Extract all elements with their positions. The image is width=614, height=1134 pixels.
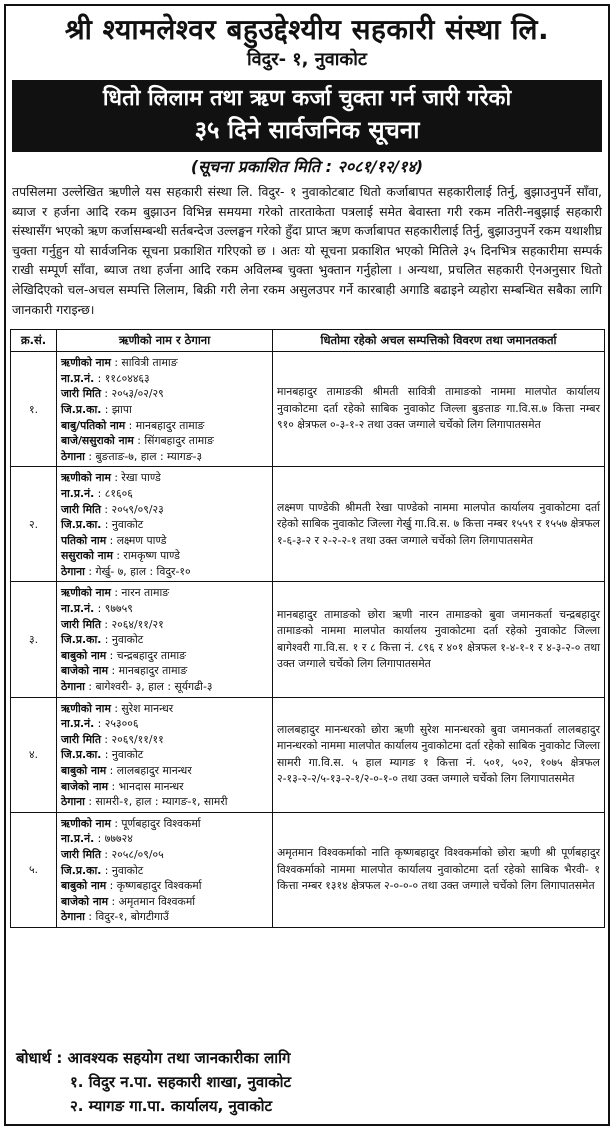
detail-separator: : bbox=[94, 602, 105, 616]
table-row bbox=[11, 582, 605, 697]
detail-separator: : bbox=[100, 732, 112, 746]
detail-label: ऋणीको नाम bbox=[61, 356, 111, 370]
table-header-row bbox=[11, 330, 605, 352]
detail-separator: : bbox=[100, 617, 112, 631]
borrower-detail-line bbox=[61, 371, 268, 387]
detail-value: मानबहादुर तामाङ bbox=[118, 664, 188, 678]
detail-value: ७७७२४ bbox=[104, 832, 133, 846]
detail-separator: : bbox=[94, 717, 105, 731]
borrower-detail-line bbox=[61, 747, 268, 763]
detail-value: २०६४/११/२१ bbox=[111, 617, 164, 631]
borrower-detail-line bbox=[61, 533, 268, 549]
borrower-detail-line bbox=[61, 585, 268, 601]
notice-title-line1: धितो लिलाम तथा ऋण कर्जा चुक्ता गर्न जारी गरेको bbox=[102, 86, 512, 111]
detail-label: जारी मिति bbox=[61, 732, 101, 746]
detail-label: जारी मिति bbox=[61, 847, 101, 861]
detail-value: ८१६०६ bbox=[104, 486, 133, 500]
detail-label: जारी मिति bbox=[61, 617, 101, 631]
footer-cc bbox=[16, 1046, 291, 1118]
detail-separator: : bbox=[106, 764, 117, 777]
borrower-details bbox=[57, 697, 273, 812]
detail-label: ऋणीको नाम bbox=[61, 471, 111, 485]
detail-separator: : bbox=[110, 816, 122, 830]
borrower-detail-line bbox=[61, 470, 268, 486]
notice-body: तपसिलमा उल्लेखित ऋणीले यस सहकारी संस्था लि. विदुर- १ नुवाकोटबाट धितो कर्जाबापत सहकारीलाई तिर्नु, बुझाउनुपर्ने साँवा, ब्याज र हर्जना आदि रकम बुझाउन विभिन्न समयमा गरेको तारताकेता पत्रलाई समेत बेवास्ता गरी रकम नतिरी-नबुझाई सहकारी संस्थासँग भएको ऋण कर्जासम्बन्धी सर्तबन्देज उल्लङ्घन गरेको हुँदा प्राप्त ऋण कर्जाबापत सहकारीलाई तिर्नु, बुझाउनुपर्ने रकम यथाशीघ्र चुक्ता गर्नुहुन यो सार्वजनिक सूचना प्रकाशित गरिएको छ । अतः यो सूचना प्रकाशित भएको मितिले ३५ दिनभित्र सहकारीमा सम्पर्क राखी सम्पूर्ण साँवा, ब्याज तथा हर्जना आदि रकम अविलम्ब चुक्ता भुक्तान गर्नुहोला । अन्यथा, प्रचलित सहकारी ऐनअनुसार धितो लेखिदिएको चल-अचल सम्पत्ति लिलाम, बिक्री गरी लेना रकम असुलउपर गर्ने कारबाही अगाडि बढाइने व्यहोरा सम्बन्धित सबैका लागि जानकारी गराइन्छ। bbox=[12, 184, 602, 317]
detail-label: जि.प्र.का. bbox=[61, 402, 102, 416]
collateral-description: मानबहादुर तामाङको छोरा ऋणी नारन तामाङको बुवा जमानकर्ता चन्द्रबहादुर तामाङको नाममा मालपोत कार्यालय नुवाकोटमा दर्ता रहेको नुवाकोट जिल्ला बागेश्वरी गा.वि.स. १ र ८ कित्ता नं. ८९६ र ४०१ क्षेत्रफल १-४-१-१ र ४-३-२-० तथा उक्त जग्गाले चर्चेको लिग लिगापातसमेत bbox=[273, 582, 605, 697]
detail-value: झापा bbox=[111, 402, 132, 416]
notice-title-line2: ३५ दिने सार्वजनिक सूचना bbox=[194, 116, 420, 144]
detail-separator: : bbox=[94, 371, 105, 385]
detail-value: भानदास मानन्धर bbox=[118, 779, 184, 793]
borrower-detail-line bbox=[61, 863, 268, 879]
detail-separator: : bbox=[101, 518, 112, 532]
detail-separator: : bbox=[125, 418, 136, 432]
borrower-detail-line bbox=[61, 601, 268, 617]
footer-item: २. म्यागङ गा.पा. कार्यालय, नुवाकोट bbox=[70, 1097, 273, 1115]
detail-label: बाबु/पतिको नाम bbox=[61, 418, 126, 432]
column-header-borrower: ऋणीको नाम र ठेगाना bbox=[57, 330, 273, 352]
detail-value: विदुर-१, बोगटीगाउँ bbox=[95, 910, 169, 924]
table-row bbox=[11, 812, 605, 927]
detail-value: नारन तामाङ bbox=[121, 586, 170, 600]
detail-label: जारी मिति bbox=[61, 387, 101, 401]
borrower-details bbox=[57, 812, 273, 927]
borrower-detail-line bbox=[61, 894, 268, 910]
borrower-detail-line bbox=[61, 517, 268, 533]
detail-value: गेर्खु- ७, हाल : विदुर-१० bbox=[95, 564, 191, 578]
detail-value: अमृतमान विश्वकर्मा bbox=[118, 894, 196, 908]
detail-separator: : bbox=[101, 748, 112, 762]
detail-label: ठेगाना bbox=[61, 795, 85, 809]
detail-label: जि.प्र.का. bbox=[61, 748, 102, 762]
borrower-details bbox=[57, 582, 273, 697]
detail-separator: : bbox=[84, 910, 96, 924]
detail-label: ठेगाना bbox=[61, 449, 85, 463]
borrower-detail-line bbox=[61, 779, 268, 795]
serial-number: ४. bbox=[11, 697, 57, 812]
detail-separator: : bbox=[84, 449, 96, 463]
borrower-detail-line bbox=[61, 486, 268, 502]
detail-separator: : bbox=[84, 680, 96, 694]
detail-separator: : bbox=[84, 795, 96, 809]
detail-separator: : bbox=[101, 863, 112, 877]
borrower-detail-line bbox=[61, 831, 268, 847]
detail-separator: : bbox=[110, 356, 122, 370]
detail-separator: : bbox=[101, 633, 112, 647]
detail-separator: : bbox=[108, 894, 119, 908]
detail-label: बाबुको नाम bbox=[61, 648, 107, 662]
detail-label: जि.प्र.का. bbox=[61, 863, 102, 877]
detail-label: जारी मिति bbox=[61, 502, 101, 516]
collateral-description: लालबहादुर मानन्धरको छोरा ऋणी सुरेश मानन्धरको बुवा जमानकर्ता लालबहादुर मानन्धरको नाममा मालपोत कार्यालय नुवाकोटमा दर्ता रहेको साबिक नुवाकोट जिल्ला सामरी गा.वि.स. ५ हाल म्यागङ १ कित्ता नं. ५०१, ५०२, १०७५ क्षेत्रफल २-१३-२-२/५-१३-२-१/२-०-१-० तथा उक्त जग्गाले चर्चेको लिग लिगापातसमेत bbox=[273, 697, 605, 812]
borrower-detail-line bbox=[61, 502, 268, 518]
detail-label: ना.प्र.नं. bbox=[61, 371, 95, 385]
column-header-serial: क्र.सं. bbox=[11, 330, 57, 352]
detail-value: सिंगबहादुर तामाङ bbox=[144, 434, 214, 448]
detail-value: कृष्णबहादुर विश्वकर्मा bbox=[116, 879, 202, 893]
detail-value: लालबहादुर मानन्धर bbox=[116, 764, 192, 777]
detail-value: सुरेश मानन्धर bbox=[121, 701, 174, 715]
detail-value: २५३००६ bbox=[104, 717, 139, 731]
borrower-detail-line bbox=[61, 847, 268, 863]
detail-value: २०५८/०९/०५ bbox=[111, 847, 164, 861]
serial-number: ३. bbox=[11, 582, 57, 697]
detail-label: बाजेको नाम bbox=[61, 779, 109, 793]
detail-value: २०५९/०९/२३ bbox=[111, 502, 164, 516]
borrower-detail-line bbox=[61, 355, 268, 371]
borrower-detail-line bbox=[61, 909, 268, 925]
column-header-collateral: धितोमा रहेको अचल सम्पत्तिको विवरण तथा जमानतकर्ता bbox=[273, 330, 605, 352]
detail-label: बाबुको नाम bbox=[61, 879, 107, 893]
detail-value: लक्ष्मण पाण्डे bbox=[116, 533, 167, 547]
detail-value: सामरी-१, हाल : म्यागङ-१, सामरी bbox=[95, 795, 228, 809]
detail-separator: : bbox=[84, 564, 96, 578]
borrower-detail-line bbox=[61, 564, 268, 580]
collateral-description: अमृतमान विश्वकर्माको नाति कृष्णबहादुर विश्वकर्माको छोरा ऋणी श्री पूर्णबहादुर विश्वकर्माको नाममा मालपोत कार्यालय नुवाकोटमा दर्ता रहेको साबिक भैरवी- १ कित्ता नम्बर १३१४ क्षेत्रफल २-०-०-० तथा उक्त जग्गाले चर्चेको लिग लिगापातसमेत bbox=[273, 812, 605, 927]
borrower-detail-line bbox=[61, 763, 268, 779]
detail-label: ऋणीको नाम bbox=[61, 816, 111, 830]
detail-separator: : bbox=[100, 502, 112, 516]
borrower-detail-line bbox=[61, 418, 268, 434]
borrower-detail-line bbox=[61, 648, 268, 664]
detail-value: नुवाकोट bbox=[111, 748, 144, 762]
detail-value: बागेश्वरी- ३, हाल : सूर्यगढी-३ bbox=[95, 680, 213, 694]
detail-value: चन्द्रबहादुर तामाङ bbox=[116, 648, 187, 662]
table-row bbox=[11, 697, 605, 812]
borrower-detail-line bbox=[61, 402, 268, 418]
detail-value: रामकृष्ण पाण्डे bbox=[123, 549, 180, 563]
detail-label: ऋणीको नाम bbox=[61, 586, 111, 600]
detail-value: ९७७५९ bbox=[104, 602, 133, 616]
table-row bbox=[11, 352, 605, 467]
organization-name: श्री श्यामलेश्वर बहुउद्देश्यीय सहकारी संस्था लि. bbox=[64, 13, 550, 46]
public-notice-page bbox=[4, 4, 610, 1126]
detail-separator: : bbox=[106, 648, 117, 662]
organization-address: विदुर- १, नुवाकोट bbox=[246, 49, 367, 70]
detail-label: पतिको नाम bbox=[61, 533, 107, 547]
detail-separator: : bbox=[106, 533, 117, 547]
borrower-detail-line bbox=[61, 816, 268, 832]
detail-value: रेखा पाण्डे bbox=[121, 471, 161, 485]
borrower-detail-line bbox=[61, 449, 268, 465]
borrower-details bbox=[57, 467, 273, 582]
notice-banner bbox=[12, 80, 602, 152]
detail-separator: : bbox=[94, 486, 105, 500]
borrower-detail-line bbox=[61, 679, 268, 695]
detail-separator: : bbox=[108, 779, 119, 793]
detail-separator: : bbox=[108, 664, 119, 678]
table-row bbox=[11, 467, 605, 582]
collateral-description: मानबहादुर तामाङकी श्रीमती सावित्री तामाङको नाममा मालपोत कार्यालय नुवाकोटमा दर्ता रहेको साबिक नुवाकोट जिल्ला बुङताङ गा.वि.स.७ कित्ता नम्बर ९१० क्षेत्रफल ०-३-१-२ तथा उक्त जग्गाले चर्चेको लिग लिगापातसमेत bbox=[273, 352, 605, 467]
detail-label: बाबुको नाम bbox=[61, 764, 107, 777]
borrower-detail-line bbox=[61, 732, 268, 748]
detail-label: बाजेको नाम bbox=[61, 894, 109, 908]
detail-label: ना.प्र.नं. bbox=[61, 602, 95, 616]
borrower-table bbox=[10, 329, 605, 928]
borrower-detail-line bbox=[61, 617, 268, 633]
detail-label: ना.प्र.नं. bbox=[61, 832, 95, 846]
detail-separator: : bbox=[110, 586, 122, 600]
detail-value: नुवाकोट bbox=[111, 633, 144, 647]
detail-value: नुवाकोट bbox=[111, 863, 144, 877]
detail-label: बाजेको नाम bbox=[61, 664, 109, 678]
publish-date: (सूचना प्रकाशित मिति : २०८१/१२/१४) bbox=[190, 157, 424, 176]
detail-value: पूर्णबहादुर विश्वकर्मा bbox=[121, 816, 201, 830]
detail-separator: : bbox=[100, 847, 112, 861]
borrower-detail-line bbox=[61, 716, 268, 732]
borrower-detail-line bbox=[61, 632, 268, 648]
detail-label: जि.प्र.का. bbox=[61, 633, 102, 647]
detail-value: नुवाकोट bbox=[111, 518, 144, 532]
detail-value: सावित्री तामाङ bbox=[121, 356, 178, 370]
borrower-detail-line bbox=[61, 701, 268, 717]
detail-label: जि.प्र.का. bbox=[61, 518, 102, 532]
detail-value: ११८०४४६३ bbox=[104, 371, 150, 385]
detail-value: बुङताङ-७, हाल : म्यागङ-३ bbox=[95, 449, 203, 463]
detail-label: ना.प्र.नं. bbox=[61, 717, 95, 731]
borrower-detail-line bbox=[61, 878, 268, 894]
borrower-detail-line bbox=[61, 433, 268, 449]
detail-separator: : bbox=[94, 832, 105, 846]
detail-label: ऋणीको नाम bbox=[61, 701, 111, 715]
detail-separator: : bbox=[110, 471, 122, 485]
footer-lead: बोधार्थ : आवश्यक सहयोग तथा जानकारीका लागि bbox=[16, 1049, 291, 1067]
borrower-detail-line bbox=[61, 548, 268, 564]
borrower-details bbox=[57, 352, 273, 467]
detail-separator: : bbox=[106, 879, 117, 893]
detail-label: ससुराको नाम bbox=[61, 549, 113, 563]
detail-value: मानबहादुर तामाङ bbox=[135, 418, 205, 432]
borrower-detail-line bbox=[61, 794, 268, 810]
detail-separator: : bbox=[110, 701, 122, 715]
footer-item: १. विदुर न.पा. सहकारी शाखा, नुवाकोट bbox=[70, 1073, 292, 1091]
detail-value: २०५३/०२/२९ bbox=[111, 387, 164, 401]
detail-separator: : bbox=[101, 402, 112, 416]
serial-number: ५. bbox=[11, 812, 57, 927]
detail-separator: : bbox=[112, 549, 124, 563]
detail-separator: : bbox=[133, 434, 145, 448]
detail-label: बाजे/ससुराको नाम bbox=[61, 434, 134, 448]
detail-label: ठेगाना bbox=[61, 910, 85, 924]
serial-number: १. bbox=[11, 352, 57, 467]
borrower-detail-line bbox=[61, 386, 268, 402]
detail-label: ठेगाना bbox=[61, 680, 85, 694]
detail-value: २०६९/११/११ bbox=[111, 732, 164, 746]
detail-label: ना.प्र.नं. bbox=[61, 486, 95, 500]
collateral-description: लक्ष्मण पाण्डेकी श्रीमती रेखा पाण्डेको नाममा मालपोत कार्यालय नुवाकोटमा दर्ता रहेको साबिक नुवाकोट जिल्ला गेर्खु गा.वि.स. ७ कित्ता नम्बर १५५९ र १५५७ क्षेत्रफल १-६-३-२ र २-२-२-१ तथा उक्त जग्गाले चर्चेको लिग लिगापातसमेत bbox=[273, 467, 605, 582]
serial-number: २. bbox=[11, 467, 57, 582]
borrower-detail-line bbox=[61, 663, 268, 679]
detail-label: ठेगाना bbox=[61, 564, 85, 578]
detail-separator: : bbox=[100, 387, 112, 401]
